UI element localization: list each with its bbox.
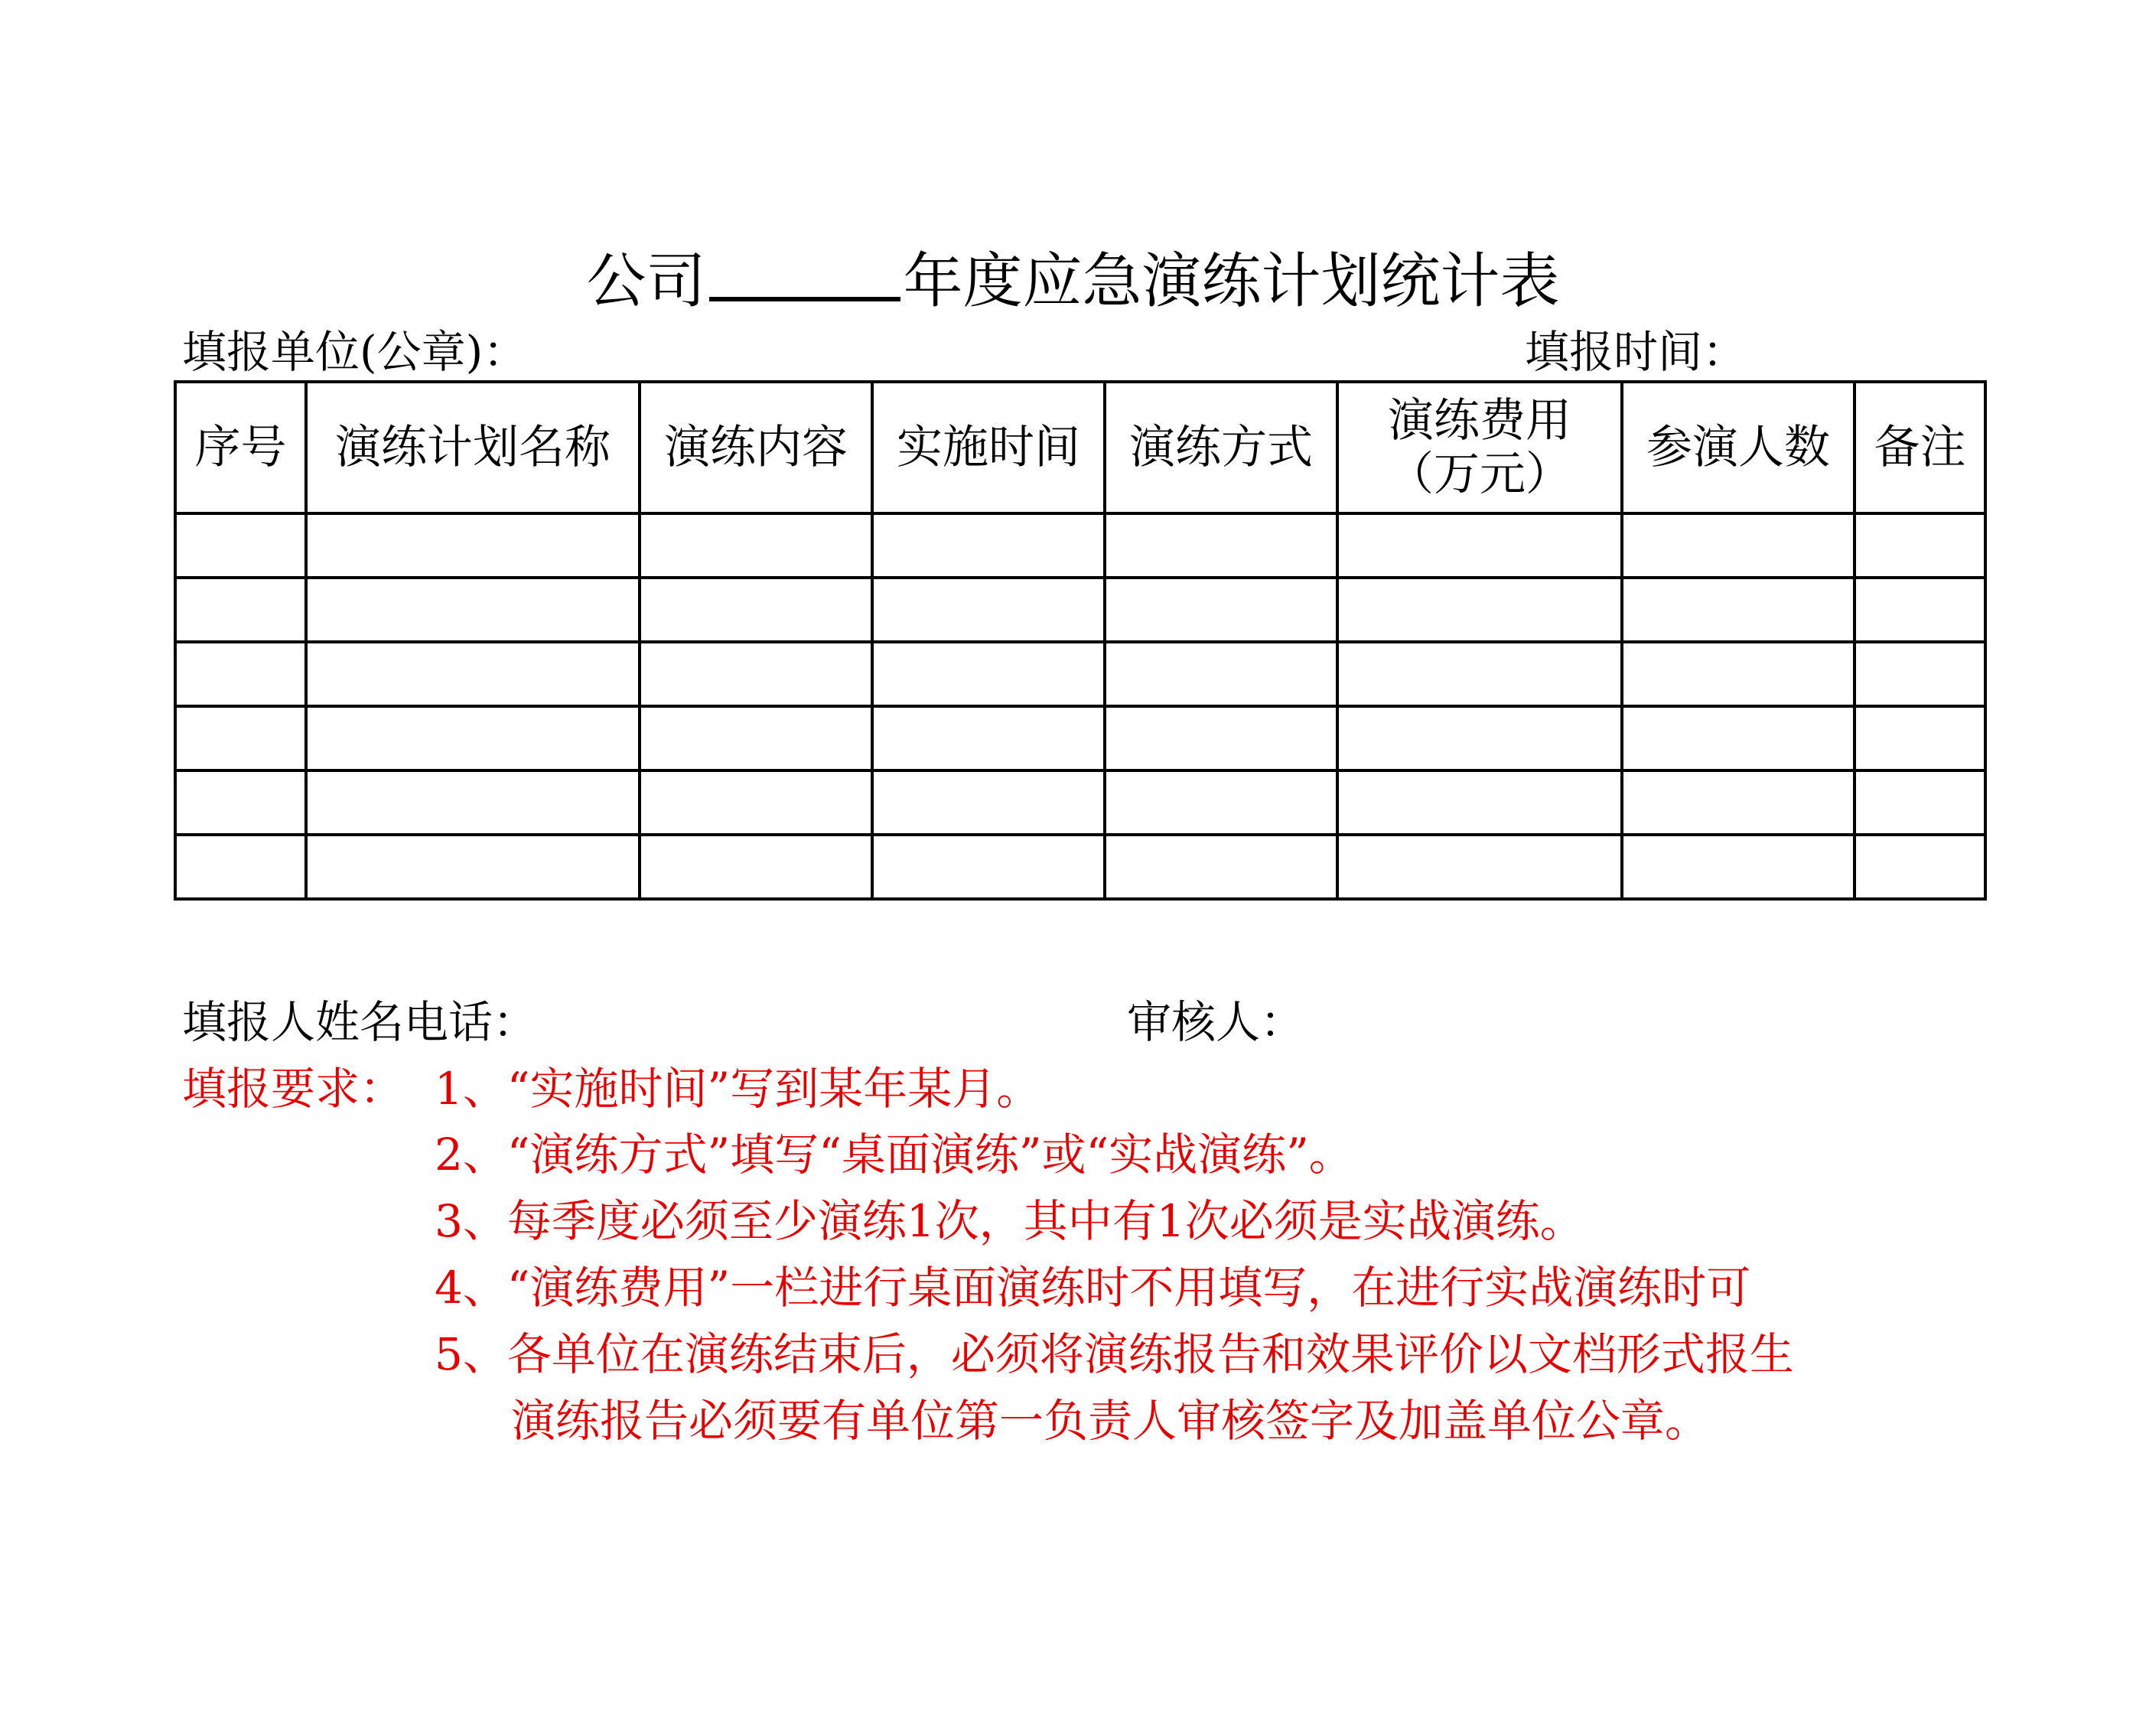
time-label: 填报时间： (1525, 326, 1747, 378)
table-header-row (175, 382, 1985, 513)
title-prefix: 公司 (586, 247, 706, 316)
title-suffix: 年度应急演练计划统计表 (903, 247, 1560, 316)
table-cell[interactable] (1855, 513, 1985, 578)
table-cell[interactable] (640, 835, 872, 899)
table-cell[interactable] (1855, 835, 1985, 899)
unit-label: 填报单位(公章)： (182, 326, 528, 378)
header-implement-time: 实施时间 (872, 382, 1105, 513)
table-cell[interactable] (1105, 835, 1337, 899)
table-row (175, 835, 1985, 899)
header-content: 演练内容 (640, 382, 872, 513)
table-cell[interactable] (1337, 835, 1622, 899)
page-title (0, 243, 2146, 320)
header-seq: 序号 (175, 382, 306, 513)
table-cell[interactable] (306, 835, 640, 899)
table-cell[interactable] (640, 706, 872, 770)
table-cell[interactable] (640, 770, 872, 835)
header-method: 演练方式 (1105, 382, 1337, 513)
table-cell[interactable] (872, 513, 1105, 578)
table-cell[interactable] (175, 642, 306, 706)
header-cost-unit: （万元） (1388, 448, 1571, 501)
header-cost (1337, 382, 1622, 513)
table-cell[interactable] (872, 770, 1105, 835)
table-cell[interactable] (1622, 513, 1855, 578)
header-cost-label: 演练费用 (1388, 394, 1571, 448)
requirement-item-1: 1、“实施时间”写到某年某月。 (435, 1063, 1041, 1115)
table-cell[interactable] (1337, 706, 1622, 770)
table-cell[interactable] (1622, 706, 1855, 770)
table-cell[interactable] (1337, 513, 1622, 578)
table-row (175, 578, 1985, 642)
requirement-item-5: 5、各单位在演练结束后，必须将演练报告和效果评价以文档形式报生 (435, 1328, 1794, 1380)
table-row (175, 706, 1985, 770)
requirement-item-3: 3、每季度必须至少演练1次，其中有1次必须是实战演练。 (435, 1195, 1584, 1247)
requirement-item-2: 2、“演练方式”填写“桌面演练”或“实战演练”。 (435, 1129, 1353, 1181)
table-cell[interactable] (872, 706, 1105, 770)
table-cell[interactable] (175, 578, 306, 642)
table-cell[interactable] (1105, 578, 1337, 642)
table-cell[interactable] (1855, 642, 1985, 706)
table-cell[interactable] (872, 578, 1105, 642)
table-cell[interactable] (1855, 578, 1985, 642)
table-cell[interactable] (640, 642, 872, 706)
table-row (175, 770, 1985, 835)
table-row (175, 513, 1985, 578)
table-cell[interactable] (1105, 770, 1337, 835)
table-cell[interactable] (1337, 770, 1622, 835)
table-cell[interactable] (306, 642, 640, 706)
requirement-item-5-continuation: 演练报告必须要有单位第一负责人审核签字及加盖单位公章。 (511, 1395, 1710, 1447)
table-cell[interactable] (175, 513, 306, 578)
table-cell[interactable] (175, 706, 306, 770)
table-cell[interactable] (640, 578, 872, 642)
table-cell[interactable] (1855, 706, 1985, 770)
contact-label: 填报人姓名电话： (182, 996, 538, 1048)
table-cell[interactable] (175, 835, 306, 899)
table-cell[interactable] (872, 642, 1105, 706)
table-cell[interactable] (306, 706, 640, 770)
table-cell[interactable] (1622, 642, 1855, 706)
table-cell[interactable] (1105, 706, 1337, 770)
table-row (175, 642, 1985, 706)
table-cell[interactable] (1105, 642, 1337, 706)
table-cell[interactable] (1337, 642, 1622, 706)
table-cell[interactable] (1622, 578, 1855, 642)
table-cell[interactable] (640, 513, 872, 578)
table-cell[interactable] (1622, 835, 1855, 899)
requirements-label: 填报要求： (182, 1063, 405, 1115)
table-cell[interactable] (872, 835, 1105, 899)
statistics-table (174, 380, 1987, 901)
table-cell[interactable] (175, 770, 306, 835)
table-cell[interactable] (1337, 578, 1622, 642)
header-plan-name: 演练计划名称 (306, 382, 640, 513)
table-cell[interactable] (306, 770, 640, 835)
reviewer-label: 审核人： (1127, 996, 1305, 1048)
table-cell[interactable] (306, 513, 640, 578)
table-cell[interactable] (1855, 770, 1985, 835)
table-cell[interactable] (1622, 770, 1855, 835)
header-remarks: 备注 (1855, 382, 1985, 513)
header-participants: 参演人数 (1622, 382, 1855, 513)
title-year-blank[interactable] (709, 243, 900, 301)
requirement-item-4: 4、“演练费用”一栏进行桌面演练时不用填写，在进行实战演练时可 (435, 1262, 1751, 1314)
table-cell[interactable] (306, 578, 640, 642)
table-cell[interactable] (1105, 513, 1337, 578)
